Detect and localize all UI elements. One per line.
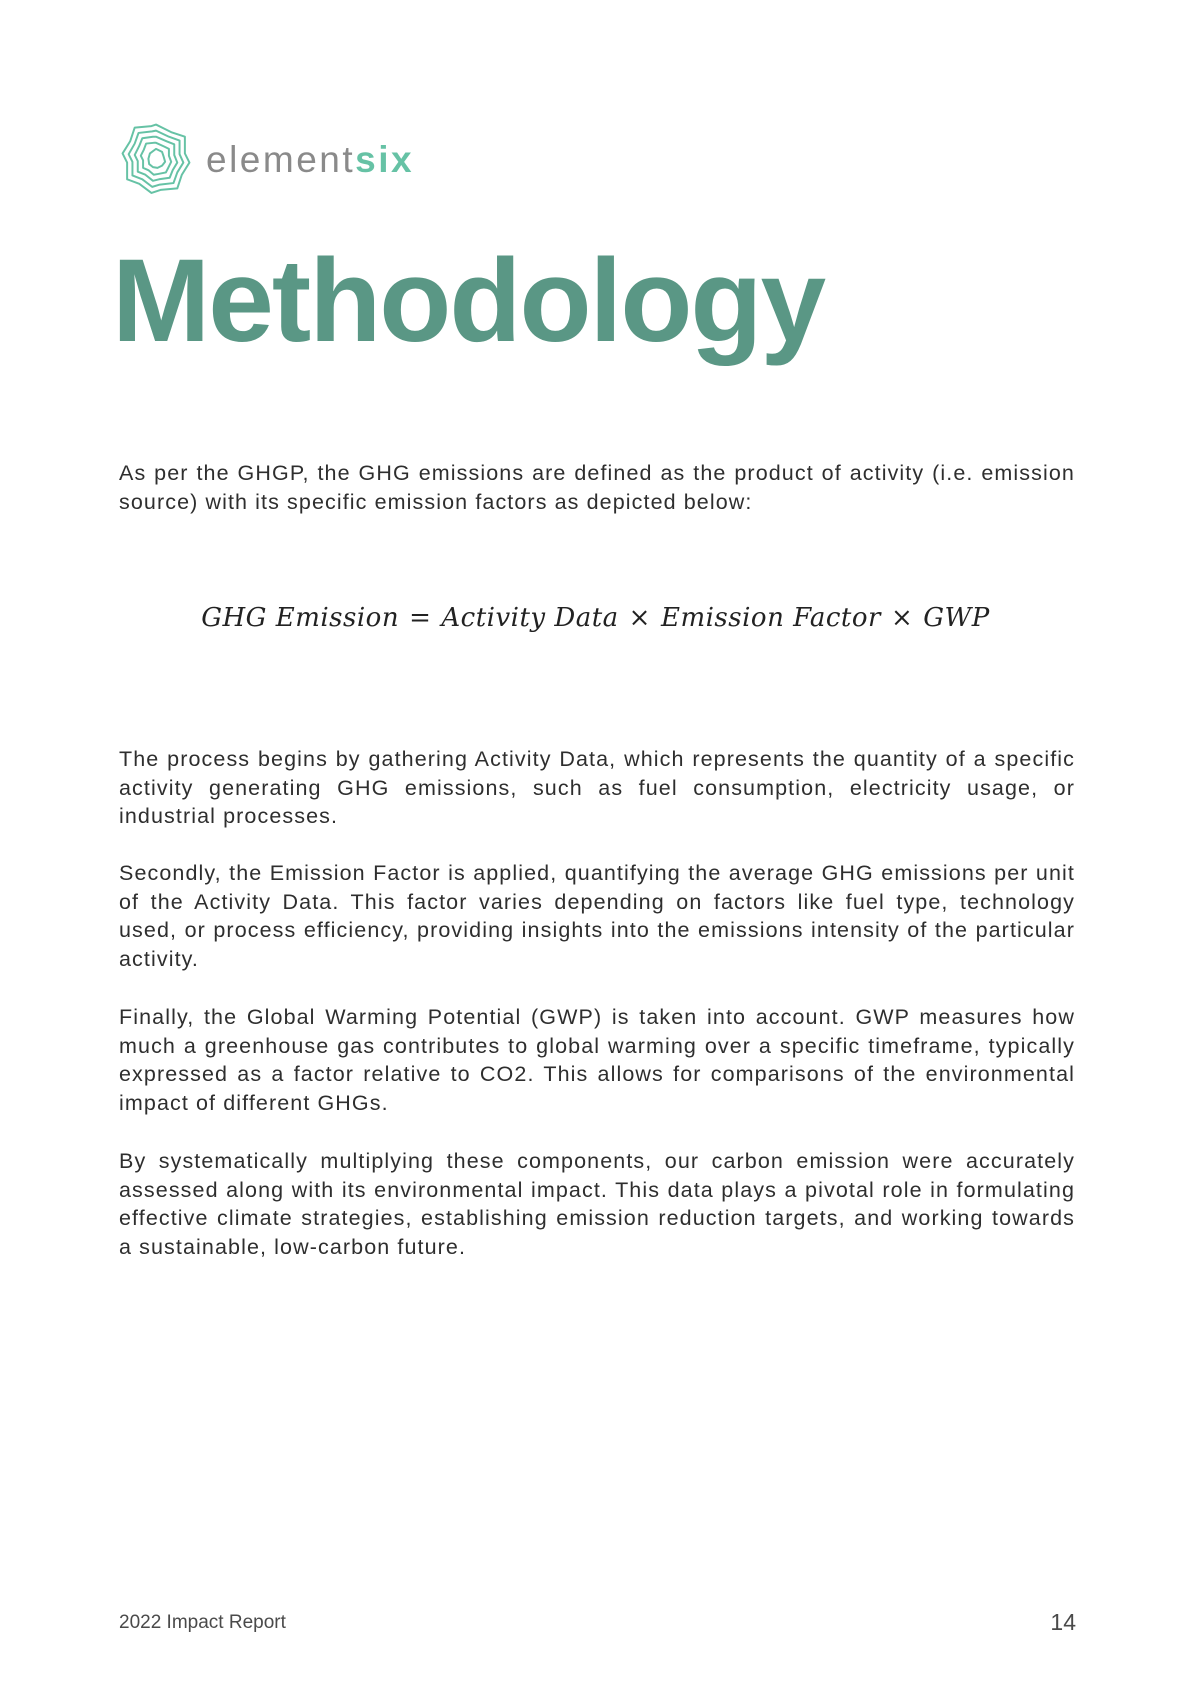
equation-equals: = <box>409 603 432 633</box>
equation-times-1: × <box>628 603 651 633</box>
brand-wordmark <box>206 138 415 180</box>
equation-term-gwp: GWP <box>923 603 990 633</box>
footer-page-number: 14 <box>1050 1609 1076 1635</box>
body-paragraph-gwp: Finally, the Global Warming Potential (GWP) is taken into account. GWP measures how much a greenhouse gas contributes to global warming over a specific timeframe, typically expressed as a factor relative to CO2. This allows for comparisons of the environmental impact of different GHGs. <box>119 1005 1075 1115</box>
brand-name-part2: six <box>355 138 415 180</box>
brand-name-part1: element <box>206 138 356 180</box>
body-paragraph-conclusion: By systematically multiplying these components, our carbon emission were accurately assessed along with its environmental impact. This data plays a pivotal role in formulating effective climate strategies, establishing emission reduction targets, and working towards a sustainable, low-carbon future. <box>119 1149 1075 1259</box>
emission-equation <box>0 603 1191 633</box>
equation-term-activity: Activity Data <box>441 603 619 633</box>
equation-times-2: × <box>890 603 914 633</box>
hexagonal-knot-logo-icon <box>118 120 194 196</box>
footer-report-name: 2022 Impact Report <box>119 1612 286 1633</box>
equation-lhs: GHG Emission <box>201 603 400 633</box>
body-paragraph-activity-data: The process begins by gathering Activity Data, which represents the quantity of a specific activity generating GHG emissions, such as fuel consumption, electricity usage, or industrial processes. <box>119 747 1075 829</box>
brand-logo <box>118 118 414 198</box>
page-title: Methodology <box>112 235 825 367</box>
body-paragraph-emission-factor: Secondly, the Emission Factor is applied, quantifying the average GHG emissions per unit of the Activity Data. This factor varies depending on factors like fuel type, technology used, or process efficiency, providing insights into the emissions intensity of the particular activity. <box>119 861 1075 971</box>
intro-paragraph: As per the GHGP, the GHG emissions are defined as the product of activity (i.e. emission source) with its specific emission factors as depicted below: <box>119 461 1075 514</box>
equation-term-emission-factor: Emission Factor <box>660 603 881 633</box>
